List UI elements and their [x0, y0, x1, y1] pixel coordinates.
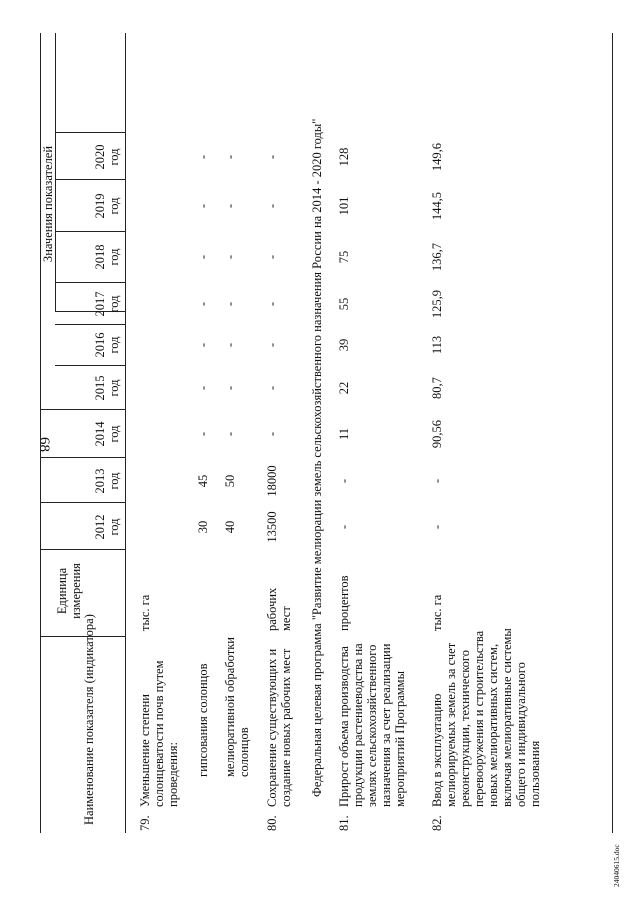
row-value-line: 90,56 — [430, 419, 444, 449]
header-year-2016 — [93, 323, 121, 367]
row-name-line: новых мелиоративных систем, — [486, 643, 500, 807]
row-value-line: 113 — [430, 335, 444, 355]
header-year-2018-line: год — [107, 248, 121, 266]
year-col-divider-2 — [40, 457, 125, 458]
header-unit-col — [55, 549, 83, 633]
row-name-line: назначения за счет реализации — [379, 643, 393, 807]
row-value-line: 101 — [337, 196, 351, 216]
row-value-line: 55 — [337, 297, 351, 311]
row-value — [223, 184, 237, 228]
row-value — [196, 235, 210, 279]
row-name — [196, 597, 210, 777]
row-name — [138, 627, 180, 807]
year-col-divider-9 — [55, 132, 125, 133]
row-unit — [138, 551, 152, 631]
row-value — [265, 135, 279, 179]
header-year-2014 — [93, 412, 121, 456]
header-year-2020 — [93, 135, 121, 179]
header-year-2018 — [93, 235, 121, 279]
header-year-2015-line: 2015 — [93, 375, 107, 401]
row-name-line: проведения: — [166, 742, 180, 807]
row-unit — [430, 551, 444, 631]
row-value-line: - — [430, 478, 444, 484]
row-name-line: общего и индивидуального — [514, 662, 528, 807]
row-value-line: - — [265, 154, 279, 160]
header-year-2017 — [93, 282, 121, 326]
row-value — [430, 459, 444, 503]
row-name-line: мелиоративной обработки — [223, 637, 237, 777]
row-value-line: 136,7 — [430, 242, 444, 272]
header-year-2018-line: 2018 — [93, 244, 107, 270]
row-value — [265, 235, 279, 279]
header-year-2012-line: 2012 — [93, 514, 107, 540]
row-value — [223, 366, 237, 410]
row-unit-line: процентов — [337, 575, 351, 631]
row-value — [223, 323, 237, 367]
header-name-col — [82, 614, 96, 825]
row-name — [223, 597, 251, 777]
row-value — [223, 235, 237, 279]
row-value — [430, 412, 444, 456]
row-value — [337, 459, 351, 503]
row-value-line: - — [223, 203, 237, 209]
header-name-col-line: Наименование показателя (индикатора) — [82, 614, 96, 825]
row-value — [265, 323, 279, 367]
header-year-2014-line: 2014 — [93, 421, 107, 447]
row-unit — [337, 551, 351, 631]
row-name-line: Уменьшение степени — [138, 693, 152, 807]
row-unit — [265, 551, 293, 631]
row-value-line: 149,6 — [430, 142, 444, 172]
row-value-line: - — [430, 524, 444, 530]
header-unit-col-line: Единица — [55, 567, 69, 615]
header-year-2019 — [93, 184, 121, 228]
row-value-line: 22 — [337, 381, 351, 395]
row-value-line: 45 — [196, 474, 210, 488]
header-year-2012-line: год — [107, 518, 121, 536]
row-value-line: 30 — [196, 520, 210, 534]
row-value — [196, 459, 210, 503]
row-value — [265, 184, 279, 228]
section-title — [310, 37, 324, 797]
header-year-2013-line: год — [107, 472, 121, 490]
row-name-line: Ввод в эксплуатацию — [430, 693, 444, 807]
row-value-line: 80,7 — [430, 377, 444, 399]
header-values-group — [41, 104, 55, 304]
row-value — [265, 366, 279, 410]
row-value-line: - — [223, 342, 237, 348]
row-value-line: 50 — [223, 474, 237, 488]
row-value — [337, 282, 351, 326]
row-name-line: пользования — [528, 740, 542, 807]
section-title-line: Федеральная целевая программа "Развитие мелиорации земель сельскохозяйственного назначения России на 2014 - 2020 годы" — [310, 118, 324, 797]
row-unit-line: рабочих — [265, 587, 279, 631]
header-year-2016-line: 2016 — [93, 332, 107, 358]
row-value — [337, 505, 351, 549]
values-group-underline — [55, 33, 56, 312]
header-year-2013-line: 2013 — [93, 468, 107, 494]
row-value — [337, 135, 351, 179]
row-value-line: - — [223, 254, 237, 260]
header-year-2017-line: 2017 — [93, 291, 107, 317]
row-value-line: 13500 — [265, 511, 279, 543]
row-number-81-line: 81. — [337, 815, 351, 831]
document-id: 24040615.doc — [612, 844, 621, 887]
header-year-2012 — [93, 505, 121, 549]
row-value-line: - — [337, 524, 351, 530]
row-number-79-line: 79. — [138, 815, 152, 831]
row-value — [337, 235, 351, 279]
header-year-2020-line: 2020 — [93, 144, 107, 170]
row-value — [430, 184, 444, 228]
row-value-line: 18000 — [265, 465, 279, 497]
row-value — [196, 323, 210, 367]
row-value-line: 11 — [337, 427, 351, 441]
row-value — [337, 412, 351, 456]
row-value-line: 40 — [223, 520, 237, 534]
year-col-divider-7 — [55, 231, 125, 232]
row-value — [337, 184, 351, 228]
row-value — [223, 412, 237, 456]
row-value — [196, 412, 210, 456]
row-value-line: 39 — [337, 338, 351, 352]
row-value-line: - — [265, 385, 279, 391]
row-value — [196, 184, 210, 228]
row-name-line: мероприятий Программы — [393, 671, 407, 807]
row-unit-line: тыс. га — [138, 594, 152, 631]
year-col-divider-8 — [55, 179, 125, 180]
page-number: 68 — [36, 437, 52, 452]
row-name-line: землях сельскохозяйственного — [365, 644, 379, 807]
header-year-2014-line: год — [107, 425, 121, 443]
row-value — [223, 459, 237, 503]
row-number-82-line: 82. — [430, 815, 444, 831]
row-value-line: 128 — [337, 147, 351, 167]
row-value-line: 125,9 — [430, 289, 444, 319]
row-value — [430, 366, 444, 410]
row-value-line: - — [196, 385, 210, 391]
header-year-2017-line: год — [107, 295, 121, 313]
row-value-line: 75 — [337, 250, 351, 264]
row-value — [265, 412, 279, 456]
row-name-line: создание новых рабочих мест — [279, 648, 293, 807]
row-value — [337, 366, 351, 410]
row-value-line: - — [337, 478, 351, 484]
row-name-line: солонцов — [237, 727, 251, 777]
row-value — [196, 366, 210, 410]
row-number-80-line: 80. — [265, 815, 279, 831]
header-year-2013 — [93, 459, 121, 503]
header-bottom-line — [125, 33, 126, 833]
row-value — [223, 282, 237, 326]
row-value-line: - — [196, 254, 210, 260]
row-name-line: реконструкции, технического — [458, 650, 472, 807]
row-name-line: солонцеватости почв путем — [152, 660, 166, 807]
row-value-line: - — [196, 154, 210, 160]
row-value — [430, 235, 444, 279]
row-value-line: - — [196, 431, 210, 437]
row-name-line: перевооружения и строительства — [472, 630, 486, 807]
row-value — [223, 135, 237, 179]
row-value-line: - — [196, 203, 210, 209]
row-name — [430, 627, 542, 807]
row-value-line: - — [265, 301, 279, 307]
row-value-line: - — [265, 254, 279, 260]
row-name — [337, 627, 407, 807]
row-unit-line: мест — [279, 606, 293, 631]
row-value-line: 144,5 — [430, 191, 444, 221]
row-value — [430, 505, 444, 549]
row-name-line: включая мелиоративные системы — [500, 628, 514, 807]
header-year-2019-line: год — [107, 197, 121, 215]
header-year-2019-line: 2019 — [93, 193, 107, 219]
row-value — [196, 505, 210, 549]
header-year-2020-line: год — [107, 148, 121, 166]
row-name-line: Прирост объема производства — [337, 646, 351, 807]
header-values-group-line: Значения показателей — [41, 145, 55, 263]
row-value — [265, 505, 279, 549]
row-name-line: гипсования солонцов — [196, 663, 210, 777]
header-unit-col-line: измерения — [69, 563, 83, 619]
row-value-line: - — [265, 203, 279, 209]
row-value-line: - — [223, 154, 237, 160]
header-year-2015-line: год — [107, 379, 121, 397]
row-value — [265, 282, 279, 326]
row-value — [430, 282, 444, 326]
row-value-line: - — [196, 342, 210, 348]
row-value — [430, 323, 444, 367]
row-value-line: - — [223, 431, 237, 437]
row-value — [196, 135, 210, 179]
row-value — [430, 135, 444, 179]
row-value — [196, 282, 210, 326]
row-value — [265, 459, 279, 503]
row-name-line: Сохранение существующих и — [265, 648, 279, 807]
row-name — [265, 627, 293, 807]
table-bottom-line — [612, 33, 613, 833]
header-year-2015 — [93, 366, 121, 410]
row-value-line: - — [196, 301, 210, 307]
row-value-line: - — [265, 342, 279, 348]
row-name-line: продукции растениеводства на — [351, 643, 365, 807]
header-year-2016-line: год — [107, 336, 121, 354]
row-unit-line: тыс. га — [430, 594, 444, 631]
row-value-line: - — [223, 385, 237, 391]
row-value-line: - — [265, 431, 279, 437]
row-value — [223, 505, 237, 549]
row-value — [337, 323, 351, 367]
row-value-line: - — [223, 301, 237, 307]
row-name-line: мелиорируемых земель за счет — [444, 642, 458, 807]
